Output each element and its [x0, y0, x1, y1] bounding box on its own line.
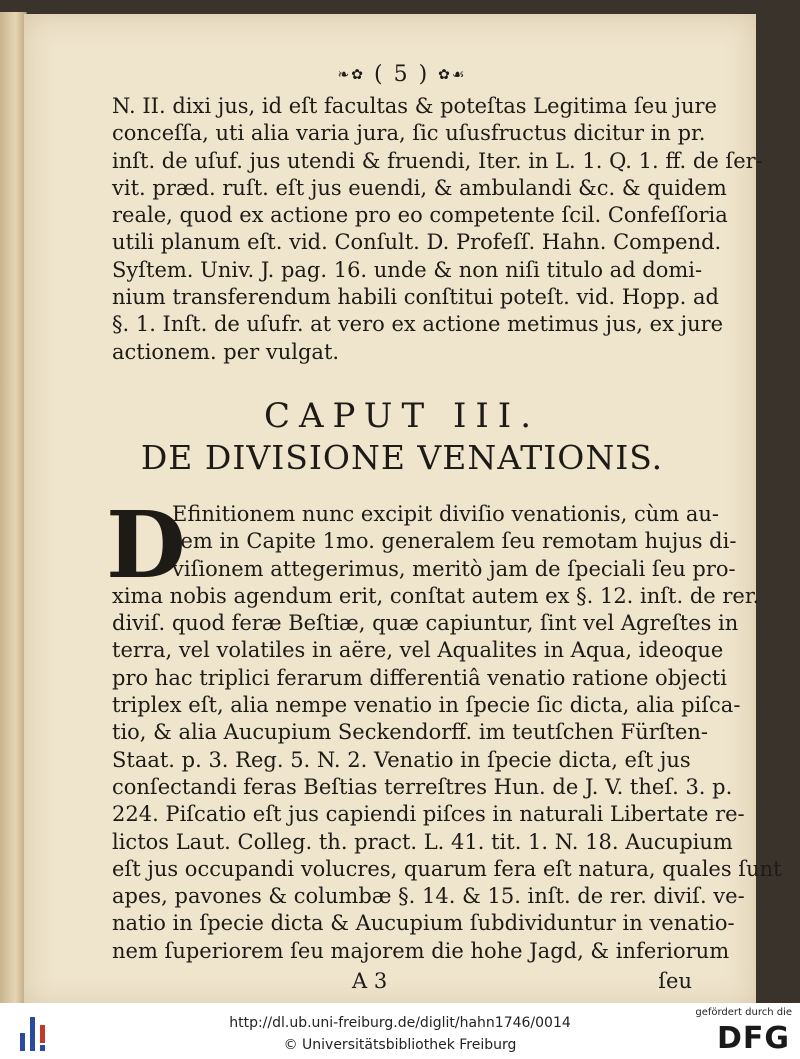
text-line: natio in ſpecie dicta & Aucupium ſubdividuntur in venatio-: [112, 911, 735, 936]
page-number-header: [112, 62, 692, 87]
copyright-notice: © Universitätsbibliothek Freiburg: [283, 1037, 517, 1053]
text-line: lictos Laut. Colleg. th. pract. L. 41. tit. 1. N. 18. Aucupium: [112, 829, 733, 854]
catchword: ſeu: [658, 969, 692, 994]
permalink-url[interactable]: http://dl.ub.uni-freiburg.de/diglit/hahn1746/0014: [229, 1015, 571, 1031]
text-line: diviſ. quod feræ Beſtiæ, quæ capiuntur, ſint vel Agreſtes in: [112, 611, 739, 636]
viewer-footer: [0, 1003, 800, 1059]
text-line: nem ſuperiorem ſeu majorem die hohe Jagd, & inferiorum: [112, 938, 730, 963]
signature-mark: A 3: [352, 969, 388, 994]
text-line: triplex eſt, alia nempe venatio in ſpecie ſic dicta, alia piſca-: [112, 693, 741, 718]
text-line: §. 1. Inſt. de uſufr. at vero ex actione metimus jus, ex jure: [112, 312, 724, 337]
text-line: actionem. per vulgat.: [112, 339, 340, 364]
text-line: Syſtem. Univ. J. pag. 16. unde & non niſi titulo ad domi-: [112, 257, 703, 282]
book-page: [24, 14, 782, 1008]
text-line: vit. præd. ruſt. eſt jus euendi, & ambulandi &c. & quidem: [112, 175, 727, 200]
chapter-heading: CAPUT III.: [263, 395, 541, 436]
previous-page-edge: [0, 12, 27, 1012]
text-line: eſt jus occupandi volucres, quarum fera eſt natura, quales ſunt: [112, 856, 782, 881]
drop-cap: D: [106, 490, 186, 599]
dfg-logo: DFG: [716, 1021, 790, 1056]
paragraph-2: [112, 583, 782, 965]
text-line: N. II. dixi jus, id eſt facultas & poteſtas Legitima ſeu jure: [112, 94, 717, 118]
page-footer: [112, 969, 692, 993]
ornament-right-icon: ✿☙: [438, 67, 467, 83]
text-line: Staat. p. 3. Reg. 5. N. 2. Venatio in ſpecie dicta, eſt jus: [112, 747, 691, 772]
text-line: apes, pavones & columbæ §. 14. & 15. inſt. de rer. diviſ. ve-: [112, 884, 745, 909]
text-line: nium transferendum habili conſtitui poteſt. vid. Hopp. ad: [112, 285, 719, 310]
text-line: viſionem attegerimus, meritò jam de ſpeciali ſeu pro-: [172, 556, 736, 581]
text-line: tio, & alia Aucupium Seckendorff. im teutſchen Fürſten-: [112, 720, 709, 745]
text-line: inſt. de uſuf. jus utendi & fruendi, Iter. in L. 1. Q. 1. ff. de ſer-: [112, 148, 763, 173]
page-number: ( 5 ): [374, 62, 430, 87]
text-line: terra, vel volatiles in aëre, vel Aqualites in Aqua, ideoque: [112, 638, 724, 663]
paragraph-1: [112, 93, 763, 366]
page-text: [106, 62, 782, 994]
ornament-left-icon: ❧✿: [337, 67, 366, 83]
text-line: utili planum eſt. vid. Conſult. D. Profeſſ. Hahn. Compend.: [112, 230, 722, 255]
text-line: tem in Capite 1mo. generalem ſeu remotam hujus di-: [172, 529, 737, 554]
text-line: Efinitionem nunc excipit diviſio venationis, cùm au-: [172, 501, 720, 526]
chapter-title: DE DIVISIONE VENATIONIS.: [140, 437, 664, 477]
text-line: pro hac triplici ferarum differentiâ venatio ratione objecti: [112, 665, 727, 690]
text-line: xima nobis agendum erit, conſtat autem ex §. 12. inſt. de rer.: [112, 583, 760, 608]
text-line: 224. Piſcatio eſt jus capiendi piſces in naturali Libertate re-: [112, 802, 745, 827]
text-line: conceſſa, uti alia varia jura, ſic uſusfructus dicitur in pr.: [112, 121, 706, 146]
text-line: reale, quod ex actione pro eo competente ſcil. Confeſſoria: [112, 203, 728, 228]
dfg-funding-text: gefördert durch die: [695, 1007, 792, 1018]
paragraph-2-indented: [112, 501, 737, 583]
text-line: conſectandi feras Beſtias terreſtres Hun. de J. V. theſ. 3. p.: [112, 774, 733, 799]
